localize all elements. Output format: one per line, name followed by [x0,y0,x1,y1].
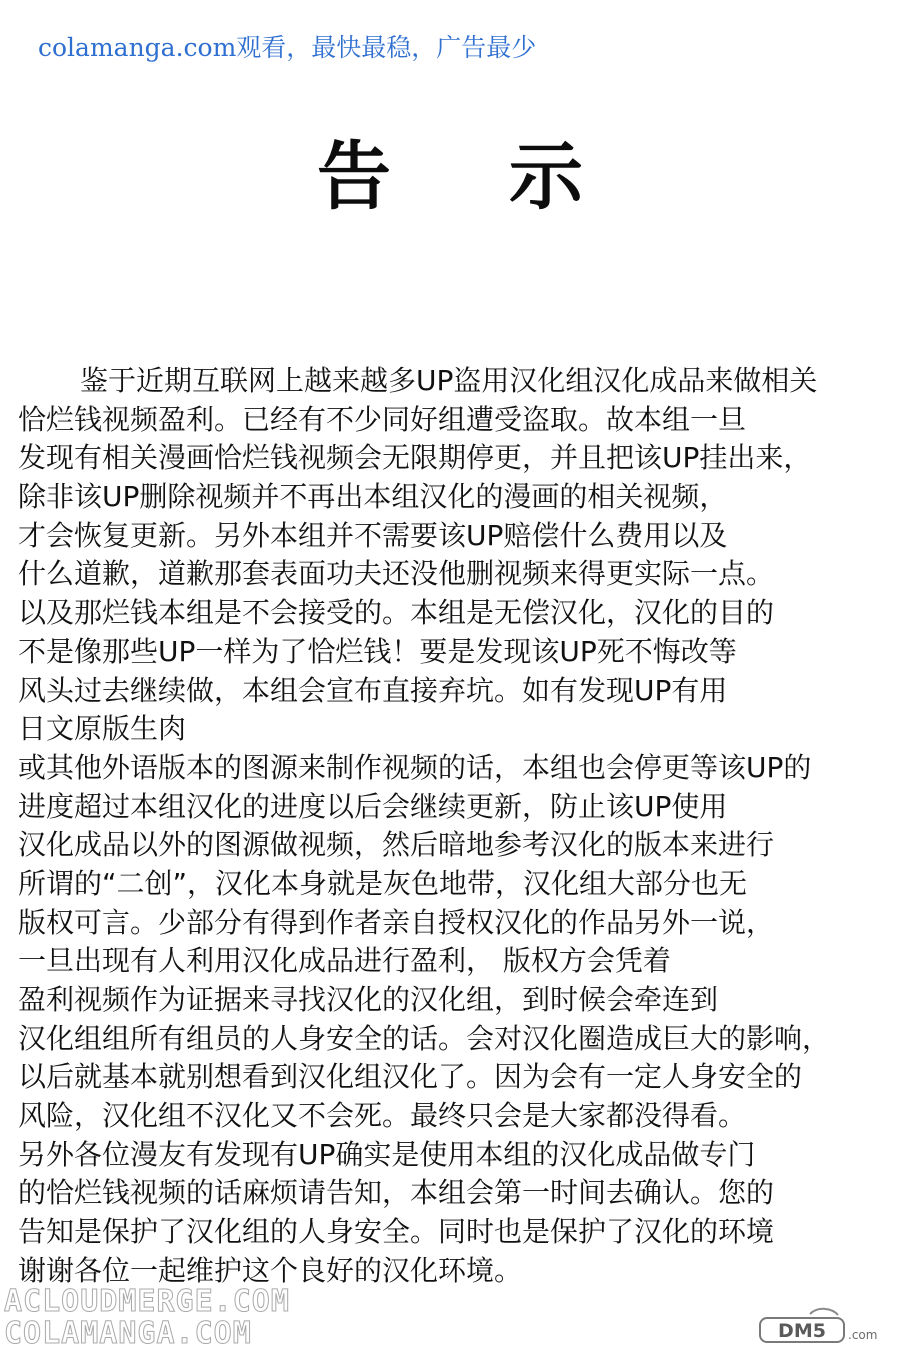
notice-line: 日文原版生肉 [18,712,187,746]
notice-line: 什么道歉，道歉那套表面功夫还没他删视频来得更实际一点。 [18,557,775,591]
notice-line: 不是像那些UP一样为了恰烂钱！要是发现该UP死不悔改等 [18,634,737,668]
notice-line: 进度超过本组汉化的进度以后会继续更新，防止该UP使用 [18,789,728,823]
notice-line: 鉴于近期互联网上越来越多UP盗用汉化组汉化成品来做相关 [80,364,818,397]
notice-line: 或其他外语版本的图源来制作视频的话，本组也会停更等该UP的 [18,750,812,784]
top-watermark: colamanga.com观看，最快最稳，广告最少 [38,33,537,62]
notice-line: 才会恢复更新。另外本组并不需要该UP赔偿什么费用以及 [18,518,728,552]
notice-line: 以及那烂钱本组是不会接受的。本组是无偿汉化，汉化的目的 [18,596,775,630]
footer-watermark-acloudmerge: ACLOUDMERGE.COM [4,1284,290,1319]
notice-line: 汉化成品以外的图源做视频，然后暗地参考汉化的版本来进行 [18,828,775,862]
notice-line: 版权可言。少部分有得到作者亲自授权汉化的作品另外一说， [18,905,775,939]
logo-swoosh [810,1309,838,1315]
title-char-1: 告 [317,134,391,220]
notice-line: 发现有相关漫画恰烂钱视频会无限期停更，并且把该UP挂出来， [18,441,812,475]
logo-text: DM5 [778,1320,826,1342]
notice-title [0,118,900,224]
notice-line: 风头过去继续做，本组会宣布直接弃坑。如有发现UP有用 [18,673,728,707]
notice-body [18,362,898,1291]
notice-line: 告知是保护了汉化组的人身安全。同时也是保护了汉化的环境 [18,1215,775,1249]
notice-line: 除非该UP删除视频并不再出本组汉化的漫画的相关视频， [18,480,728,514]
notice-line: 风险，汉化组不汉化又不会死。最终只会是大家都没得看。 [18,1099,747,1133]
notice-line: 恰烂钱视频盈利。已经有不少同好组遭受盗取。故本组一旦 [18,402,747,436]
notice-line: 另外各位漫友有发现有UP确实是使用本组的汉化成品做专门 [18,1137,756,1171]
notice-line: 汉化组组所有组员的人身安全的话。会对汉化圈造成巨大的影响， [18,1021,831,1055]
notice-line: 以后就基本就别想看到汉化组汉化了。因为会有一定人身安全的 [18,1060,803,1094]
title-char-2: 示 [509,134,583,220]
logo-suffix: .com [848,1328,878,1342]
notice-line: 的恰烂钱视频的话麻烦请告知，本组会第一时间去确认。您的 [18,1176,775,1210]
notice-line: 所谓的“二创”，汉化本身就是灰色地带，汉化组大部分也无 [18,866,748,900]
dm5-logo [758,1306,886,1346]
notice-line: 谢谢各位一起维护这个良好的汉化环境。 [18,1253,523,1287]
footer-watermark-colamanga: COLAMANGA.COM [4,1316,252,1351]
notice-line: 一旦出现有人利用汉化成品进行盈利， 版权方会凭着 [18,944,671,978]
notice-line: 盈利视频作为证据来寻找汉化的汉化组，到时候会牵连到 [18,983,719,1016]
